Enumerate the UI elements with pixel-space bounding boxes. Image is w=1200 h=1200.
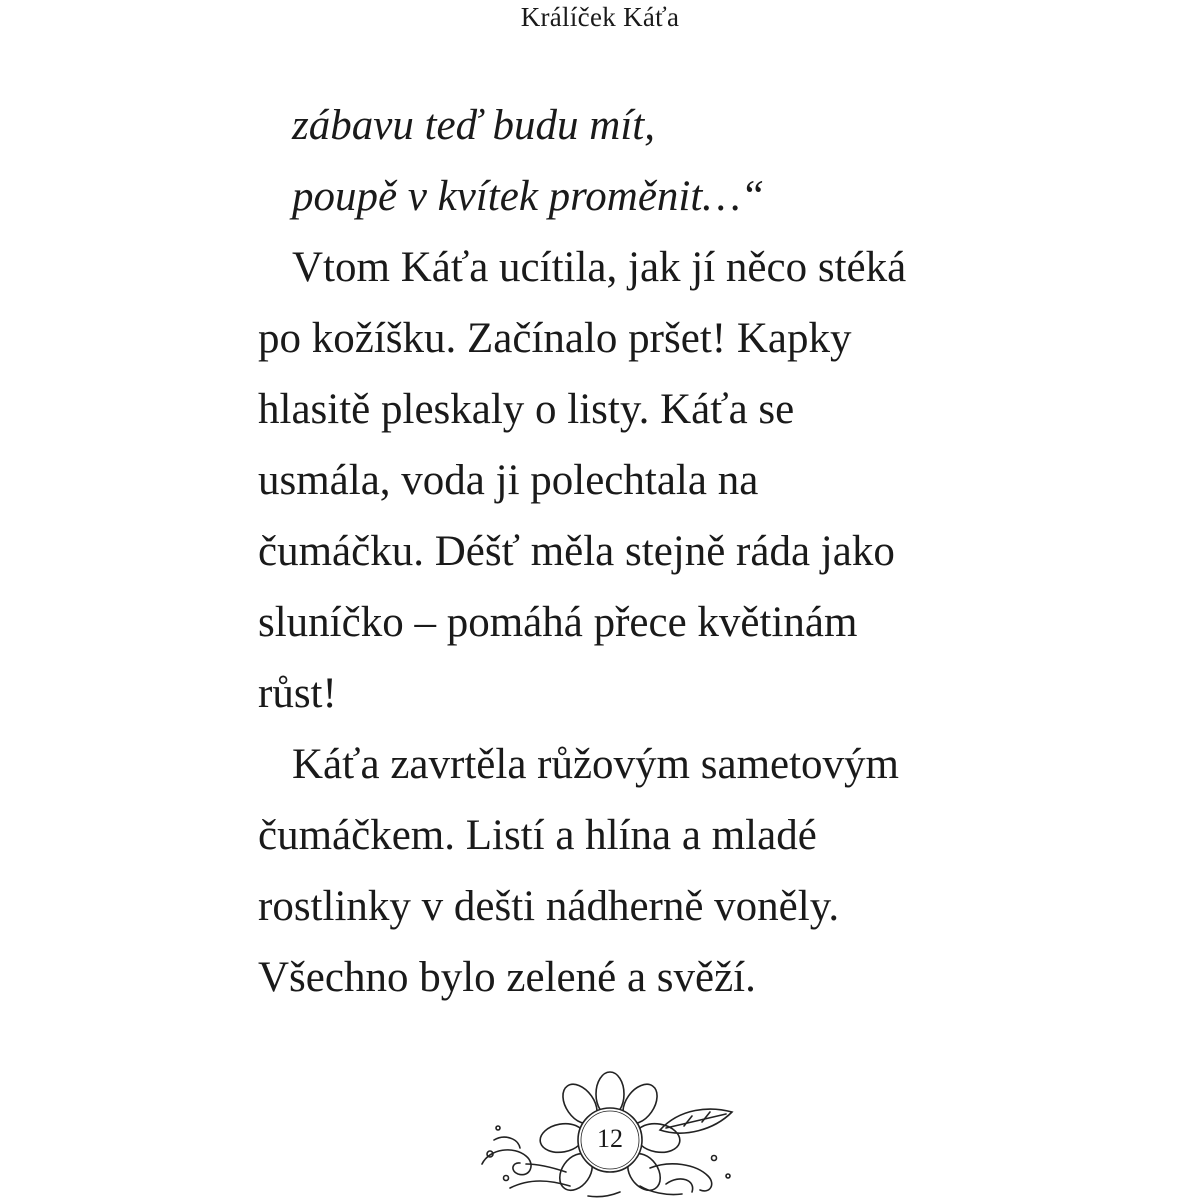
page-text [258,90,978,1013]
paragraph-line: hlasitě pleskaly o listy. Káťa se [258,386,795,433]
paragraph-line: sluníčko – pomáhá přece květinám [258,599,858,646]
paragraph-line: usmála, voda ji polechtala na [258,457,759,504]
verse-line: zábavu teď budu mít, [292,102,655,149]
paragraph-line: Vtom Káťa ucítila, jak jí něco stéká [292,244,907,291]
page-number: 12 [597,1124,623,1153]
paragraph-line: růst! [258,670,337,717]
paragraph-line: čumáčkem. Listí a hlína a mladé [258,812,817,859]
paragraph-line: čumáčku. Déšť měla stejně ráda jako [258,528,895,575]
paragraph-line: Všechno bylo zelené a svěží. [258,954,756,1001]
verse-line: poupě v kvítek proměnit…“ [292,173,765,220]
paragraph-line: rostlinky v dešti nádherně voněly. [258,883,840,930]
paragraph-line: po kožíšku. Začínalo pršet! Kapky [258,315,852,362]
running-header-title: Králíček Káťa [520,2,680,32]
paragraph-line: Káťa zavrtěla růžovým sametovým [292,741,899,788]
